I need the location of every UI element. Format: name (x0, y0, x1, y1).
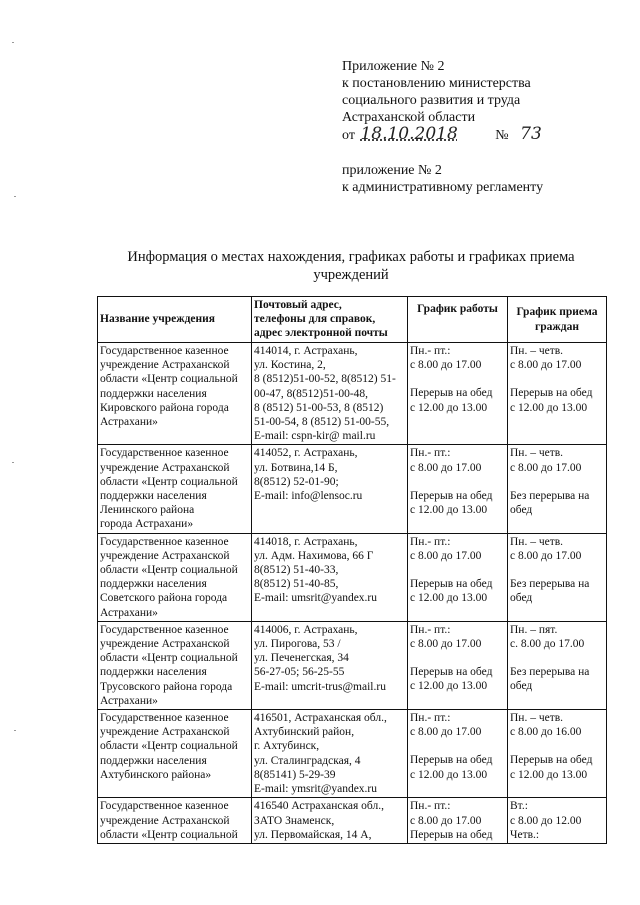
cell-text-line: поддержки населения (100, 578, 207, 591)
cell-text-line: обед (510, 680, 533, 693)
cell-text-line: 414006, г. Астрахань, (254, 623, 358, 636)
column-header-address: Почтовый адрес, телефоны для справок, адрес электронной почты (252, 297, 408, 343)
table-row (98, 621, 607, 709)
appendix-date-line (342, 126, 543, 144)
cell-text-line: Пн.- пт.: (410, 345, 451, 357)
cell-text-line: Пн.- пт.: (410, 800, 451, 813)
cell-text-line: Государственное казенное (100, 712, 229, 725)
cell-text-line: E-mail: umcrit-trus@mail.ru (254, 680, 386, 693)
column-header-reception-schedule: График приема граждан (508, 297, 607, 343)
cell-text-line: с 12.00 до 13.00 (410, 768, 488, 781)
cell-text-line: E-mail: umsrit@yandex.ru (254, 592, 378, 605)
cell-text-line: Пн.- пт.: (410, 535, 451, 548)
cell-text-line: Перерыв на обед (510, 754, 593, 767)
cell-text-line: 416540 Астраханская обл., (254, 800, 384, 813)
cell-text-line: области «Центр социальной (100, 828, 238, 841)
column-header-name: Название учреждения (98, 297, 252, 343)
cell-text-line: учреждение Астраханской (100, 726, 230, 739)
cell-text-line: с 8.00 до 17.00 (410, 359, 482, 372)
cell-text-line: 414018, г. Астрахань, (254, 535, 358, 548)
cell-text-line: Пн.- пт.: (410, 447, 451, 460)
cell-text-line: ул. Ботвина,14 Б, (254, 461, 338, 474)
cell-text-line: Без перерыва на (510, 489, 590, 502)
margin-speck (12, 42, 14, 43)
cell-text-line: г. Ахтубинск, (254, 740, 320, 753)
cell-text-line: Астрахани» (100, 606, 158, 619)
cell-text-line: с 8.00 до 17.00 (410, 726, 482, 739)
document-title-line: учреждений (313, 267, 389, 283)
reception-schedule-cell (508, 621, 607, 709)
cell-text-line: области «Центр социальной (100, 740, 238, 753)
cell-text-line: с 8.00 до 17.00 (510, 359, 582, 372)
margin-speck (14, 730, 16, 731)
reception-schedule-cell (508, 445, 607, 533)
cell-text-line: поддержки населения (100, 490, 207, 503)
cell-text-line: Астрахани» (100, 416, 158, 429)
address-cell (252, 445, 408, 533)
address-cell (252, 710, 408, 798)
cell-text-line: Ахтубинского района» (100, 768, 212, 781)
number-sign: № (495, 128, 509, 143)
cell-text-line: области «Центр социальной (100, 652, 238, 665)
cell-text-line: Пн. – пят. (510, 623, 558, 636)
cell-text-line: области «Центр социальной (100, 564, 238, 577)
cell-text-line: обед (510, 592, 533, 605)
cell-text-line: области «Центр социальной (100, 475, 238, 488)
cell-text-line: ул. Первомайская, 14 А, (254, 828, 372, 841)
cell-text-line: поддержки населения (100, 387, 207, 400)
cell-text-line: E-mail: ymsrit@yandex.ru (254, 783, 378, 796)
work-schedule-cell (408, 343, 508, 445)
cell-text-line: с 12.00 до 13.00 (410, 592, 488, 605)
cell-text-line: 8(85141) 5-29-39 (254, 768, 336, 781)
reception-schedule-cell (508, 533, 607, 621)
cell-text-line: с 12.00 до 13.00 (510, 401, 588, 414)
cell-text-line: Пн. – четв. (510, 345, 564, 357)
institution-name-cell (98, 445, 252, 533)
handwritten-date: 18.10.2018 (360, 124, 458, 144)
cell-text-line: учреждение Астраханской (100, 638, 230, 651)
address-cell (252, 621, 408, 709)
address-cell (252, 533, 408, 621)
cell-text-line: Пн.- пт.: (410, 623, 451, 636)
cell-text-line: 56-27-05; 56-25-55 (254, 666, 345, 679)
table-row (98, 710, 607, 798)
cell-text-line: поддержки населения (100, 666, 207, 679)
cell-text-line: 414014, г. Астрахань, (254, 345, 358, 357)
column-header-work-schedule: График работы (408, 297, 508, 343)
cell-text-line: обед (510, 504, 533, 517)
cell-text-line: 8(8512) 52-01-90; (254, 475, 339, 488)
cell-text-line: Перерыв на обед (410, 754, 493, 767)
cell-text-line: с 8.00 до 17.00 (510, 461, 582, 474)
cell-text-line: Вт.: (510, 800, 528, 813)
cell-text-line: 414052, г. Астрахань, (254, 447, 358, 460)
table-row (98, 533, 607, 621)
cell-text-line: с 8.00 до 17.00 (410, 814, 482, 827)
cell-text-line: Государственное казенное (100, 535, 229, 548)
cell-text-line: Перерыв на обед (410, 666, 493, 679)
cell-text-line: Перерыв на обед (410, 387, 493, 400)
table-row (98, 445, 607, 533)
cell-text-line: ЗАТО Знаменск, (254, 814, 335, 827)
reception-schedule-cell (508, 798, 607, 844)
institution-name-cell (98, 798, 252, 844)
cell-text-line: 51-00-54, 8 (8512) 51-00-55, (254, 416, 390, 429)
cell-text-line: 8(8512) 51-40-85, (254, 578, 339, 591)
institution-name-cell (98, 533, 252, 621)
date-prefix: от (342, 128, 355, 143)
cell-text-line: области «Центр социальной (100, 373, 238, 386)
cell-text-line: с 8.00 до 16.00 (510, 726, 582, 739)
cell-text-line: Пн. – четв. (510, 535, 564, 548)
cell-text-line: ул. Печенегская, 34 (254, 652, 349, 665)
regulation-appendix-ref: к административному регламенту (342, 180, 544, 195)
regulation-appendix-title: приложение № 2 (342, 163, 442, 178)
cell-text-line: ул. Адм. Нахимова, 66 Г (254, 549, 374, 562)
work-schedule-cell (408, 533, 508, 621)
cell-text-line: ул. Пирогова, 53 / (254, 638, 341, 651)
cell-text-line: Без перерыва на (510, 666, 590, 679)
institution-name-cell (98, 710, 252, 798)
work-schedule-cell (408, 798, 508, 844)
table-row (98, 343, 607, 445)
reception-schedule-cell (508, 343, 607, 445)
cell-text-line: Кировского района города (100, 401, 229, 414)
document-title-line: Информация о местах нахождения, графиках работы и графиках приема (127, 249, 575, 265)
cell-text-line: с 8.00 до 17.00 (410, 638, 482, 651)
cell-text-line: E-mail: cspn-kir@ mail.ru (254, 430, 376, 443)
cell-text-line: Ленинского района (100, 504, 195, 517)
work-schedule-cell (408, 445, 508, 533)
address-cell (252, 798, 408, 844)
cell-text-line: 8(8512) 51-40-33, (254, 564, 339, 577)
table-header-row (98, 297, 607, 343)
cell-text-line: с 8.00 до 17.00 (510, 549, 582, 562)
cell-text-line: Четв.: (510, 828, 540, 841)
institution-name-cell (98, 343, 252, 445)
cell-text-line: с 12.00 до 13.00 (410, 401, 488, 414)
cell-text-line: Государственное казенное (100, 623, 229, 636)
institution-name-cell (98, 621, 252, 709)
margin-speck (14, 196, 16, 197)
appendix-ref-line: к постановлению министерства (342, 76, 531, 91)
cell-text-line: Пн. – четв. (510, 712, 564, 725)
margin-speck (12, 462, 14, 463)
cell-text-line: с 8.00 до 17.00 (410, 461, 482, 474)
cell-text-line: Перерыв на обед (410, 578, 493, 591)
cell-text-line: с 8.00 до 17.00 (410, 549, 482, 562)
work-schedule-cell (408, 621, 508, 709)
cell-text-line: Трусовского района города (100, 680, 233, 693)
work-schedule-cell (408, 710, 508, 798)
cell-text-line: Астрахани» (100, 694, 158, 707)
cell-text-line: Государственное казенное (100, 447, 229, 460)
appendix-title: Приложение № 2 (342, 59, 445, 74)
cell-text-line: учреждение Астраханской (100, 814, 230, 827)
handwritten-number: 73 (520, 124, 542, 144)
cell-text-line: Государственное казенное (100, 345, 229, 357)
appendix-ref-line: Астраханской области (342, 110, 476, 125)
cell-text-line: ул. Костина, 2, (254, 359, 326, 372)
cell-text-line: Государственное казенное (100, 800, 229, 813)
cell-text-line: 8 (8512)51-00-52, 8(8512) 51- (254, 373, 396, 386)
cell-text-line: Без перерыва на (510, 578, 590, 591)
cell-text-line: ул. Сталинградская, 4 (254, 754, 361, 767)
cell-text-line: поддержки населения (100, 754, 207, 767)
cell-text-line: с 12.00 до 13.00 (510, 768, 588, 781)
cell-text-line: Пн. – четв. (510, 447, 564, 460)
appendix-header (342, 58, 543, 196)
cell-text-line: с 8.00 до 12.00 (510, 814, 582, 827)
table-row (98, 798, 607, 844)
address-cell (252, 343, 408, 445)
document-title (96, 248, 606, 284)
appendix-ref-line: социального развития и труда (342, 93, 521, 108)
cell-text-line: учреждение Астраханской (100, 549, 230, 562)
institutions-table (97, 296, 607, 844)
cell-text-line: с 12.00 до 13.00 (410, 504, 488, 517)
cell-text-line: Перерыв на обед (410, 489, 493, 502)
cell-text-line: учреждение Астраханской (100, 461, 230, 474)
cell-text-line: 00-47, 8(8512)51-00-48, (254, 387, 369, 400)
cell-text-line: города Астрахани» (100, 518, 194, 531)
cell-text-line: E-mail: info@lensoc.ru (254, 490, 363, 503)
cell-text-line: с. 8.00 до 17.00 (510, 638, 585, 651)
cell-text-line: 416501, Астраханская обл., (254, 712, 387, 725)
cell-text-line: Ахтубинский район, (254, 726, 355, 739)
cell-text-line: учреждение Астраханской (100, 359, 230, 372)
cell-text-line: Перерыв на обед (410, 828, 493, 841)
cell-text-line: Пн.- пт.: (410, 712, 451, 725)
reception-schedule-cell (508, 710, 607, 798)
cell-text-line: с 12.00 до 13.00 (410, 680, 488, 693)
cell-text-line: Советского района города (100, 592, 228, 605)
cell-text-line: Перерыв на обед (510, 387, 593, 400)
cell-text-line: 8 (8512) 51-00-53, 8 (8512) (254, 401, 384, 414)
